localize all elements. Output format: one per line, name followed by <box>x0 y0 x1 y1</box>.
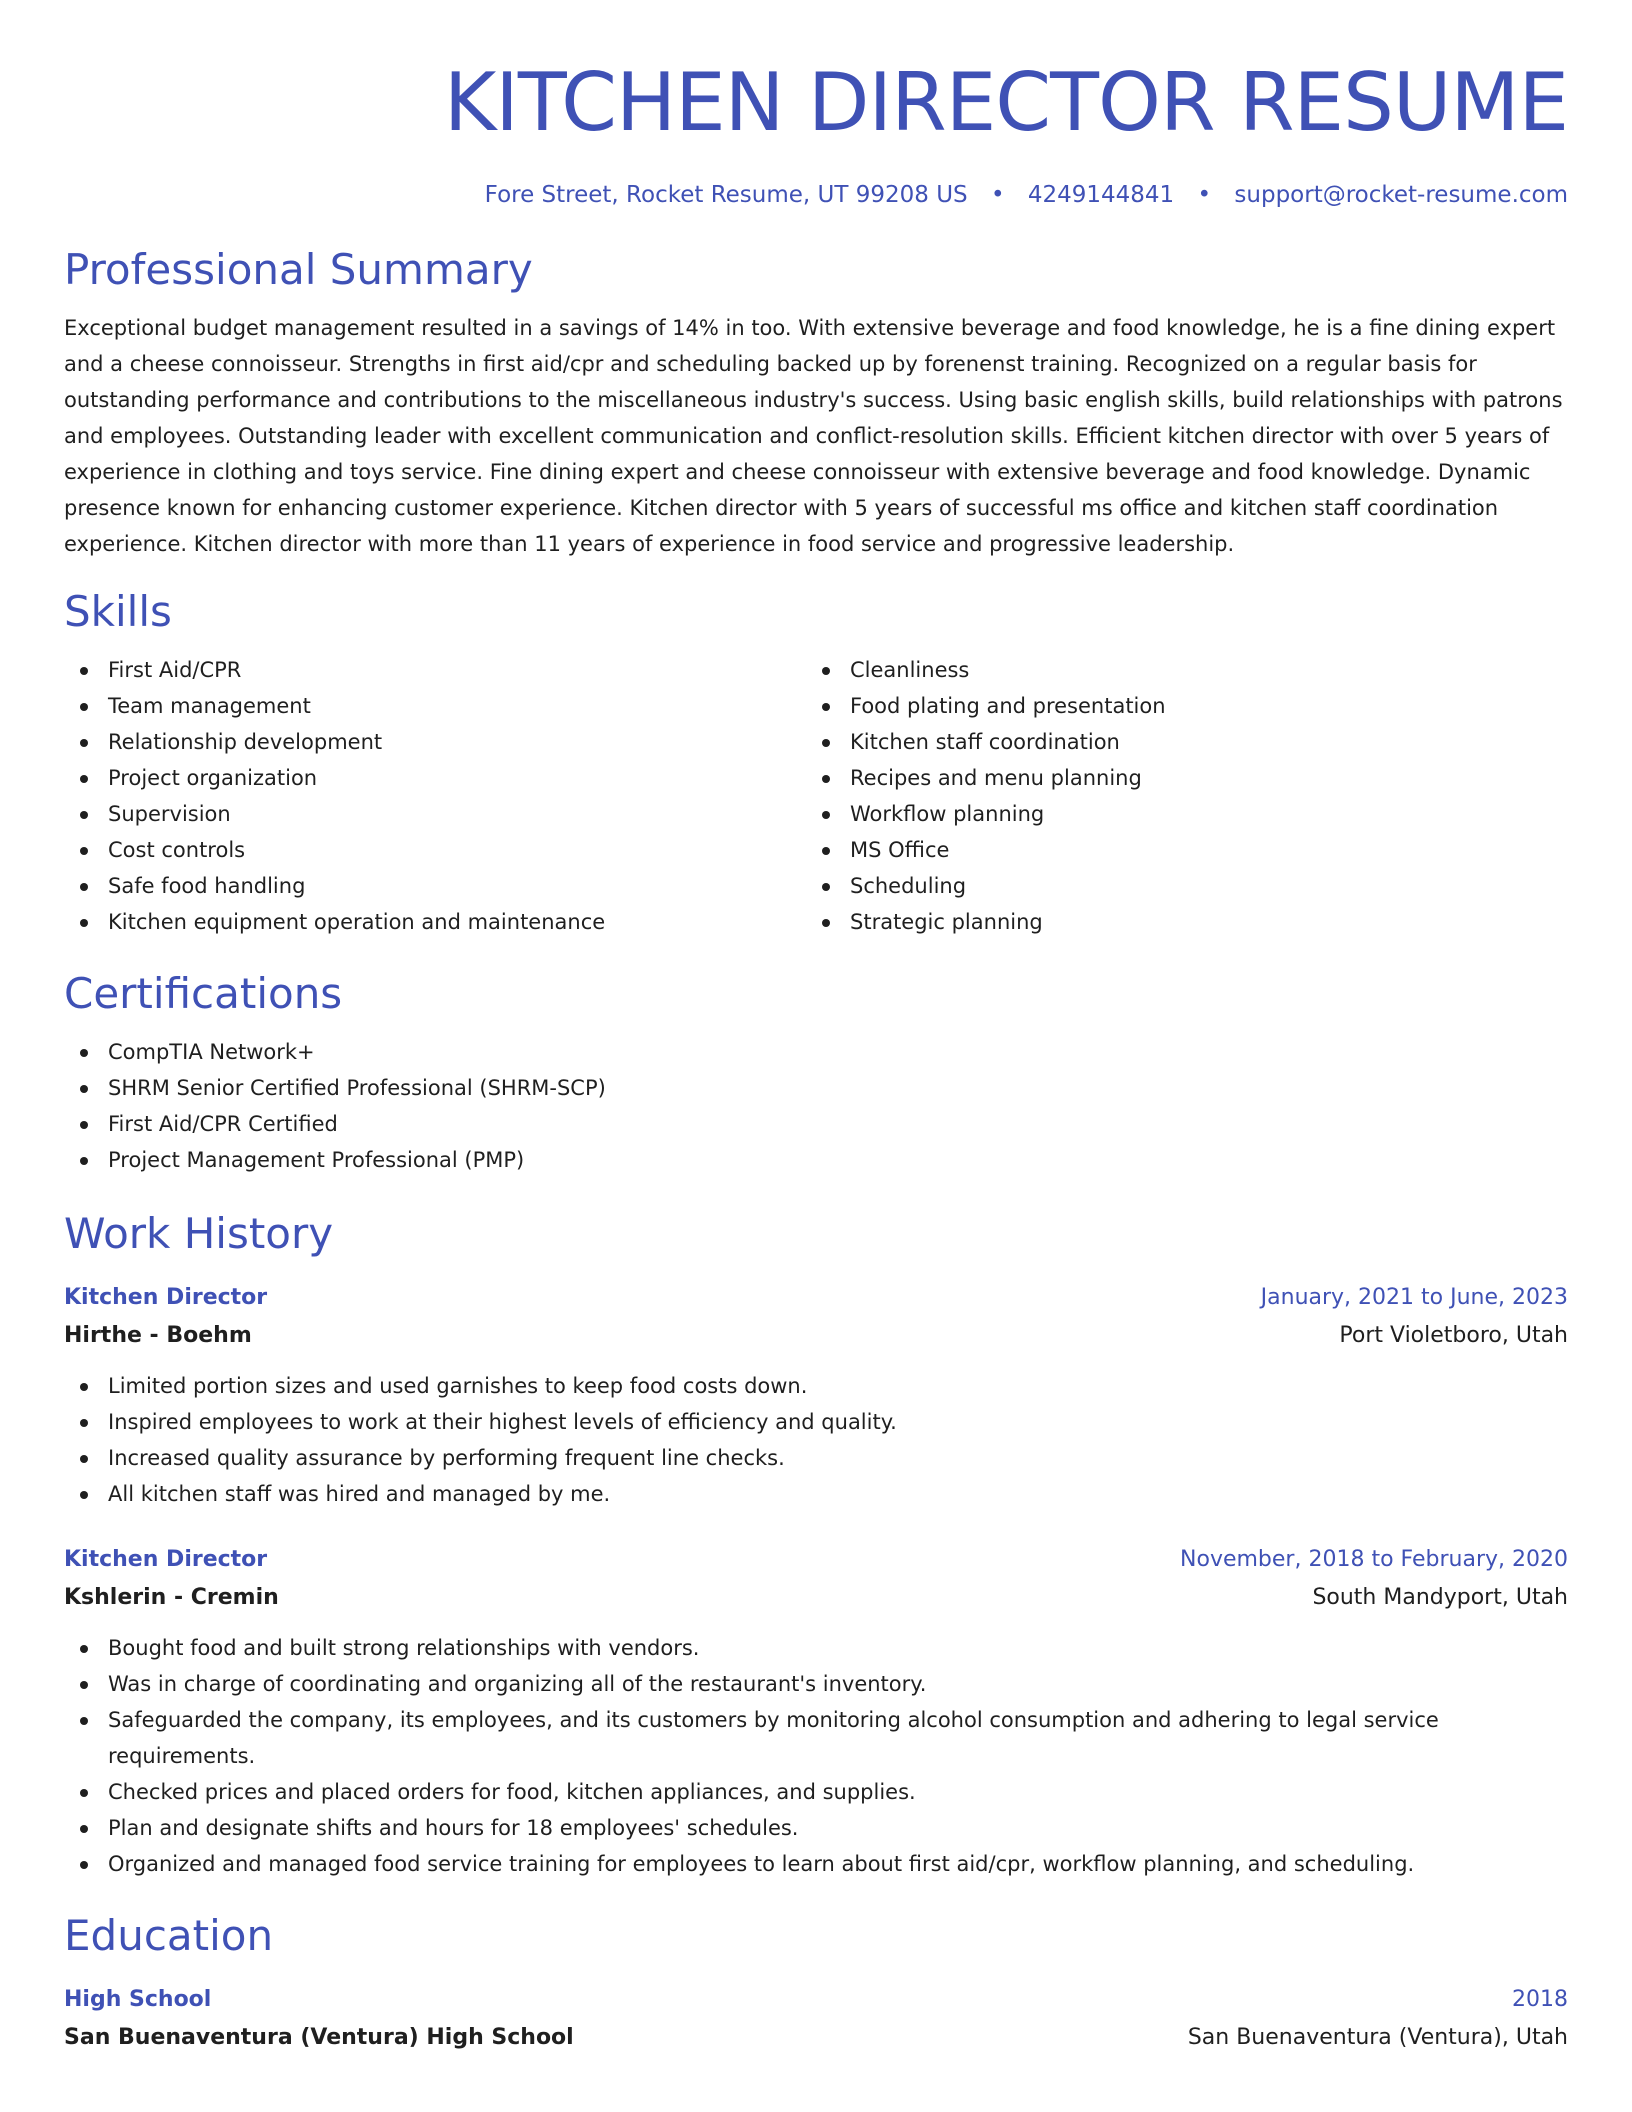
skill-item: Supervision <box>64 796 806 832</box>
job-company-row <box>64 1316 1568 1356</box>
job-title: Kitchen Director <box>64 1285 268 1310</box>
section-heading-skills: Skills <box>64 587 172 636</box>
job-header-row <box>64 1280 1568 1316</box>
contact-separator: • <box>1197 182 1212 208</box>
education-school-row <box>64 2018 1568 2058</box>
skill-item: Scheduling <box>806 868 1548 904</box>
job-duties-list <box>64 1368 1568 1512</box>
professional-summary-section <box>64 242 1568 562</box>
skill-item: First Aid/CPR <box>64 652 806 688</box>
certification-item: CompTIA Network+ <box>64 1034 1568 1070</box>
certifications-list <box>64 1034 1568 1178</box>
education-header-row <box>64 1982 1568 2018</box>
job-header-row <box>64 1542 1568 1578</box>
education-location: San Buenaventura (Ventura), Utah <box>1187 2025 1568 2050</box>
skills-column-left <box>64 652 806 940</box>
job-duty-item: Organized and managed food service training for employees to learn about first aid/cpr, workflow planning, and scheduling. <box>64 1846 1568 1882</box>
job-duty-item: Inspired employees to work at their highest levels of efficiency and quality. <box>64 1404 1568 1440</box>
education-school: San Buenaventura (Ventura) High School <box>64 2025 574 2050</box>
skill-item: Cleanliness <box>806 652 1548 688</box>
section-heading-certifications: Certifications <box>64 969 343 1018</box>
skill-item: MS Office <box>806 832 1548 868</box>
skill-item: Kitchen staff coordination <box>806 724 1548 760</box>
skill-item: Kitchen equipment operation and maintenance <box>64 904 806 940</box>
certification-item: SHRM Senior Certified Professional (SHRM-SCP) <box>64 1070 1568 1106</box>
job-company-row <box>64 1578 1568 1618</box>
skills-column-right <box>806 652 1548 940</box>
skills-grid <box>64 652 1568 940</box>
contact-separator: • <box>990 182 1005 208</box>
skill-item: Relationship development <box>64 724 806 760</box>
job-location: Port Violetboro, Utah <box>1339 1323 1568 1348</box>
skill-item: Project organization <box>64 760 806 796</box>
job-entry <box>64 1280 1568 1512</box>
education-year: 2018 <box>1512 1987 1568 2012</box>
skill-item: Cost controls <box>64 832 806 868</box>
contact-email: support@rocket-resume.com <box>1234 182 1568 208</box>
section-heading-education: Education <box>64 1911 274 1960</box>
job-dates: January, 2021 to June, 2023 <box>1260 1285 1568 1310</box>
job-dates: November, 2018 to February, 2020 <box>1180 1547 1568 1572</box>
work-history-section <box>64 1206 1568 1882</box>
skills-section <box>64 584 1568 940</box>
contact-line <box>64 178 1568 212</box>
job-duty-item: Checked prices and placed orders for food, kitchen appliances, and supplies. <box>64 1774 1568 1810</box>
education-degree: High School <box>64 1987 212 2012</box>
skill-item: Food plating and presentation <box>806 688 1548 724</box>
job-duty-item: Was in charge of coordinating and organizing all of the restaurant's inventory. <box>64 1666 1568 1702</box>
skill-item: Team management <box>64 688 806 724</box>
job-title: Kitchen Director <box>64 1547 268 1572</box>
job-location: South Mandyport, Utah <box>1312 1585 1568 1610</box>
skill-item: Recipes and menu planning <box>806 760 1548 796</box>
certification-item: First Aid/CPR Certified <box>64 1106 1568 1142</box>
contact-address: Fore Street, Rocket Resume, UT 99208 US <box>484 182 968 208</box>
contact-phone: 4249144841 <box>1027 182 1175 208</box>
job-duty-item: Bought food and built strong relationships with vendors. <box>64 1630 1568 1666</box>
page-title: KITCHEN DIRECTOR RESUME <box>443 56 1568 149</box>
education-entry <box>64 1982 1568 2058</box>
job-duty-item: All kitchen staff was hired and managed by me. <box>64 1476 1568 1512</box>
resume-header <box>64 48 1568 212</box>
job-duty-item: Plan and designate shifts and hours for 18 employees' schedules. <box>64 1810 1568 1846</box>
job-entry <box>64 1542 1568 1882</box>
job-duty-item: Limited portion sizes and used garnishes to keep food costs down. <box>64 1368 1568 1404</box>
education-section <box>64 1908 1568 2058</box>
skill-item: Safe food handling <box>64 868 806 904</box>
job-duties-list <box>64 1630 1568 1882</box>
summary-text: Exceptional budget management resulted in a savings of 14% in too. With extensive beverage and food knowledge, he is a fine dining expert and a cheese connoisseur. Strengths in first aid/cpr and scheduling backed up by forenenst training. Recognized on a regular basis for outstanding performance and contributions to the miscellaneous industry's success. Using basic english skills, build relationships with patrons and employees. Outstanding leader with excellent communication and conflict-resolution skills. Efficient kitchen director with over 5 years of experience in clothing and toys service. Fine dining expert and cheese connoisseur with extensive beverage and food knowledge. Dynamic presence known for enhancing customer experience. Kitchen director with 5 years of successful ms office and kitchen staff coordination experience. Kitchen director with more than 11 years of experience in food service and progressive leadership. <box>64 316 1563 556</box>
job-company: Hirthe - Boehm <box>64 1323 252 1348</box>
certifications-section <box>64 966 1568 1178</box>
section-heading-summary: Professional Summary <box>64 245 533 294</box>
certification-item: Project Management Professional (PMP) <box>64 1142 1568 1178</box>
skill-item: Strategic planning <box>806 904 1548 940</box>
job-company: Kshlerin - Cremin <box>64 1585 279 1610</box>
job-duty-item: Increased quality assurance by performing frequent line checks. <box>64 1440 1568 1476</box>
job-duty-item: Safeguarded the company, its employees, and its customers by monitoring alcohol consumption and adhering to legal service requirements. <box>64 1702 1568 1774</box>
skill-item: Workflow planning <box>806 796 1548 832</box>
section-heading-work-history: Work History <box>64 1209 334 1258</box>
